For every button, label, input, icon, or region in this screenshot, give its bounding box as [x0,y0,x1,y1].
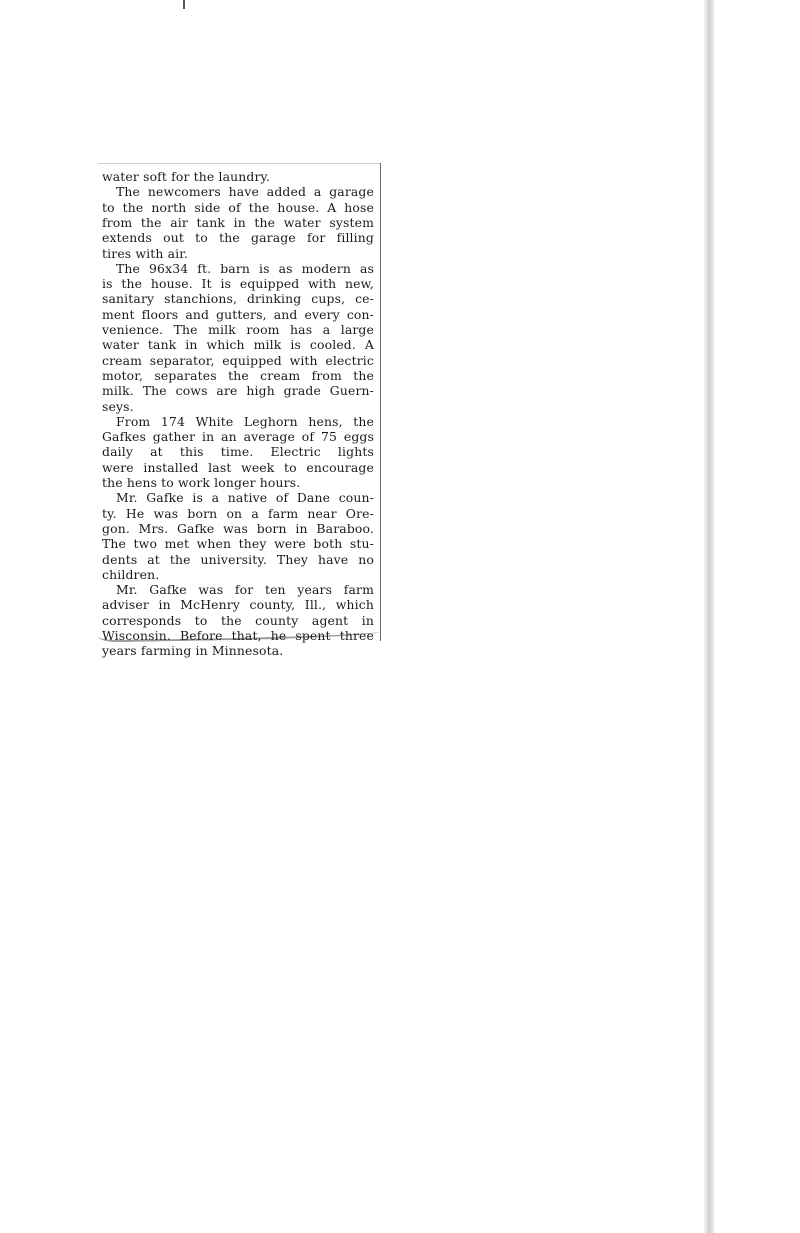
article-line: years farming in Minnesota. [102,643,284,659]
article-line: cream separator, equipped with electric [102,352,374,368]
page-fold-shadow [704,0,714,1233]
article-line: The two met when they were both stu- [102,536,374,552]
article-line: venience. The milk room has a large [102,322,374,337]
article-line: tires with air. [102,245,189,261]
top-edge-mark [183,0,185,9]
article-line: were installed last week to encourage [102,459,374,475]
article-line: corresponds to the county agent in [102,612,374,628]
article-line: Mr. Gafke is a native of Dane coun- [116,490,374,506]
article-line: extends out to the garage for filling [102,230,374,246]
article-line: motor, separates the cream from the [102,367,374,383]
article-line: The 96x34 ft. barn is as modern as [116,260,374,276]
clipping-top-edge [98,163,380,164]
article-line: gon. Mrs. Gafke was born in Baraboo. [102,520,374,536]
article-line: seys. [102,398,134,414]
article-line: milk. The cows are high grade Guern- [102,383,374,399]
article-line: from the air tank in the water system [102,214,374,230]
article-line: is the house. It is equipped with new, [102,276,374,292]
article-line: sanitary stanchions, drinking cups, ce- [102,291,374,307]
article-line: ment floors and gutters, and every con- [102,306,374,322]
article-line: to the north side of the house. A hose [102,199,374,215]
article-line: From 174 White Leghorn hens, the [116,413,374,429]
article-line: water tank in which milk is cooled. A [102,337,374,353]
right-margin [714,0,800,1233]
article-line: Mr. Gafke was for ten years farm [116,582,374,598]
article-line: children. [102,566,160,582]
article-line: daily at this time. Electric lights [102,444,374,460]
newspaper-clipping [98,163,381,659]
article-line: water soft for the laundry. [102,169,271,184]
article-line: The newcomers have added a garage [116,184,374,200]
article-line: dents at the university. They have no [102,551,374,567]
article-line: Wisconsin. Before that, he spent three [102,628,374,643]
article-line: adviser in McHenry county, Ill., which [102,597,374,613]
article-line: the hens to work longer hours. [102,475,301,490]
article-line: ty. He was born on a farm near Ore- [102,505,374,521]
article-line: Gafkes gather in an average of 75 eggs [102,429,374,445]
